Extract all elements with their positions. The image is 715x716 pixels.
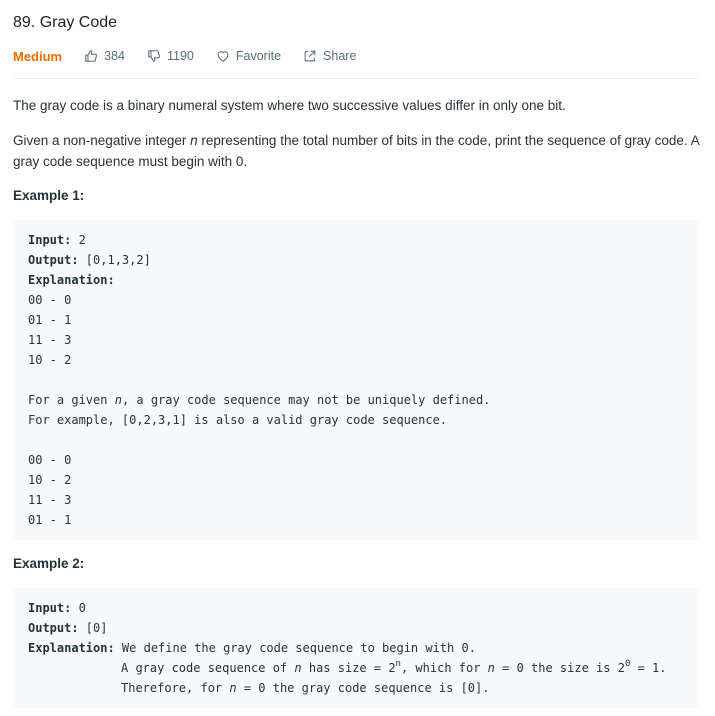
problem-title: 89. Gray Code xyxy=(13,14,118,31)
header-divider xyxy=(13,78,699,79)
example-2-explanation-line-3: Therefore, for n = 0 the gray code sequence is [0]. xyxy=(121,681,490,695)
example-1-explanation-label: Explanation: xyxy=(28,273,115,287)
problem-meta-bar xyxy=(13,46,378,66)
example-1-output-line: Output: [0,1,3,2] xyxy=(28,253,151,267)
example-2-heading: Example 2: xyxy=(13,556,85,571)
share-button[interactable] xyxy=(303,49,356,63)
dislike-count: 1190 xyxy=(166,49,194,63)
code-row: 00 - 0 xyxy=(28,293,72,307)
example-1-code-block xyxy=(13,220,699,540)
code-row: 11 - 3 xyxy=(28,333,72,347)
example-1-heading: Example 1: xyxy=(13,188,85,203)
example-1-input-line: Input: 2 xyxy=(28,233,86,247)
example-1-note-2: For example, [0,2,3,1] is also a valid gray code sequence. xyxy=(28,413,448,427)
code-row: 01 - 1 xyxy=(28,313,72,327)
example-2-explanation-line-1: Explanation: We define the gray code sequence to begin with 0. xyxy=(28,641,476,655)
example-2-code-block xyxy=(13,588,699,708)
code-row: 11 - 3 xyxy=(28,493,72,507)
like-button[interactable] xyxy=(84,49,125,63)
example-1-note: For a given n, a gray code sequence may not be uniquely defined. xyxy=(28,393,491,407)
description-paragraph-2: Given a non-negative integer n representing the total number of bits in the code, print the sequence of gray code. A gray code sequence must begin with 0. xyxy=(13,133,699,169)
share-label: Share xyxy=(323,49,357,63)
favorite-label: Favorite xyxy=(235,49,282,63)
share-icon xyxy=(303,49,317,63)
example-2-output-line: Output: [0] xyxy=(28,621,108,635)
example-2-input-line: Input: 0 xyxy=(28,601,86,615)
favorite-button[interactable] xyxy=(216,49,281,63)
heart-icon xyxy=(216,49,230,63)
thumbs-up-icon xyxy=(84,49,98,63)
code-row: 00 - 0 xyxy=(28,453,72,467)
thumbs-down-icon xyxy=(147,49,161,63)
example-2-explanation-line-2: A gray code sequence of n has size = $2^n$, which for n = 0 the size is $2^0 = 1$. xyxy=(121,659,667,675)
dislike-button[interactable] xyxy=(147,49,194,63)
code-row: 01 - 1 xyxy=(28,513,72,527)
difficulty-badge: Medium xyxy=(13,48,63,64)
like-count: 384 xyxy=(104,49,125,63)
code-row: 10 - 2 xyxy=(28,473,72,487)
code-row: 10 - 2 xyxy=(28,353,72,367)
description-paragraph-1: The gray code is a binary numeral system where two successive values differ in only one bit. xyxy=(13,98,566,113)
